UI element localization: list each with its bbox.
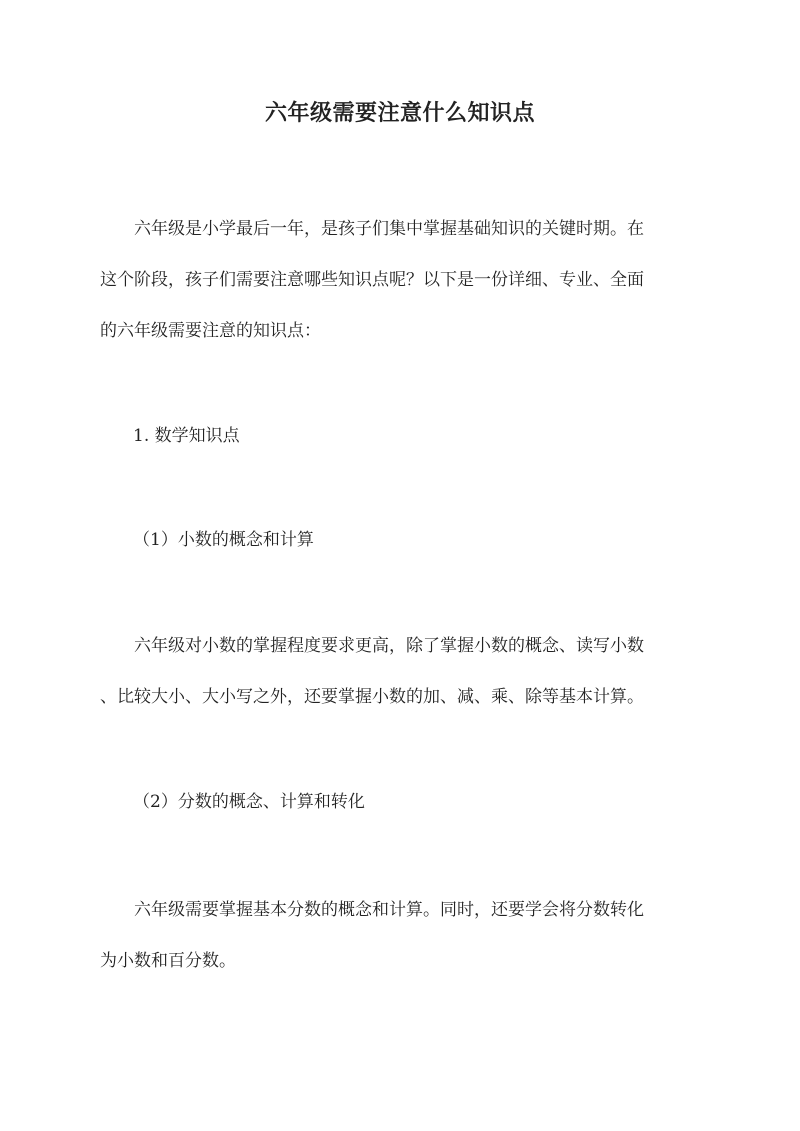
fractions-paragraph [100, 901, 700, 970]
intro-line-2: 这个阶段，孩子们需要注意哪些知识点呢？以下是一份详细、专业、全面 [100, 270, 644, 290]
intro-line-1: 六年级是小学最后一年，是孩子们集中掌握基础知识的关键时期。在 [134, 219, 644, 239]
fractions-line-1: 六年级需要掌握基本分数的概念和计算。同时，还要学会将分数转化 [134, 900, 644, 920]
decimals-line-2: 、比较大小、大小写之外，还要掌握小数的加、减、乘、除等基本计算。 [100, 687, 644, 707]
intro-line-3: 的六年级需要注意的知识点： [100, 321, 321, 341]
subsection-heading-decimals: （1）小数的概念和计算 [133, 530, 314, 550]
decimals-paragraph [100, 637, 700, 706]
fractions-line-2: 为小数和百分数。 [100, 951, 236, 971]
intro-paragraph [100, 220, 700, 340]
document-title: 六年级需要注意什么知识点 [264, 100, 535, 126]
section-heading-math: 1. 数学知识点 [133, 426, 240, 446]
subsection-heading-fractions: （2）分数的概念、计算和转化 [133, 792, 365, 812]
decimals-line-1: 六年级对小数的掌握程度要求更高，除了掌握小数的概念、读写小数 [134, 636, 644, 656]
